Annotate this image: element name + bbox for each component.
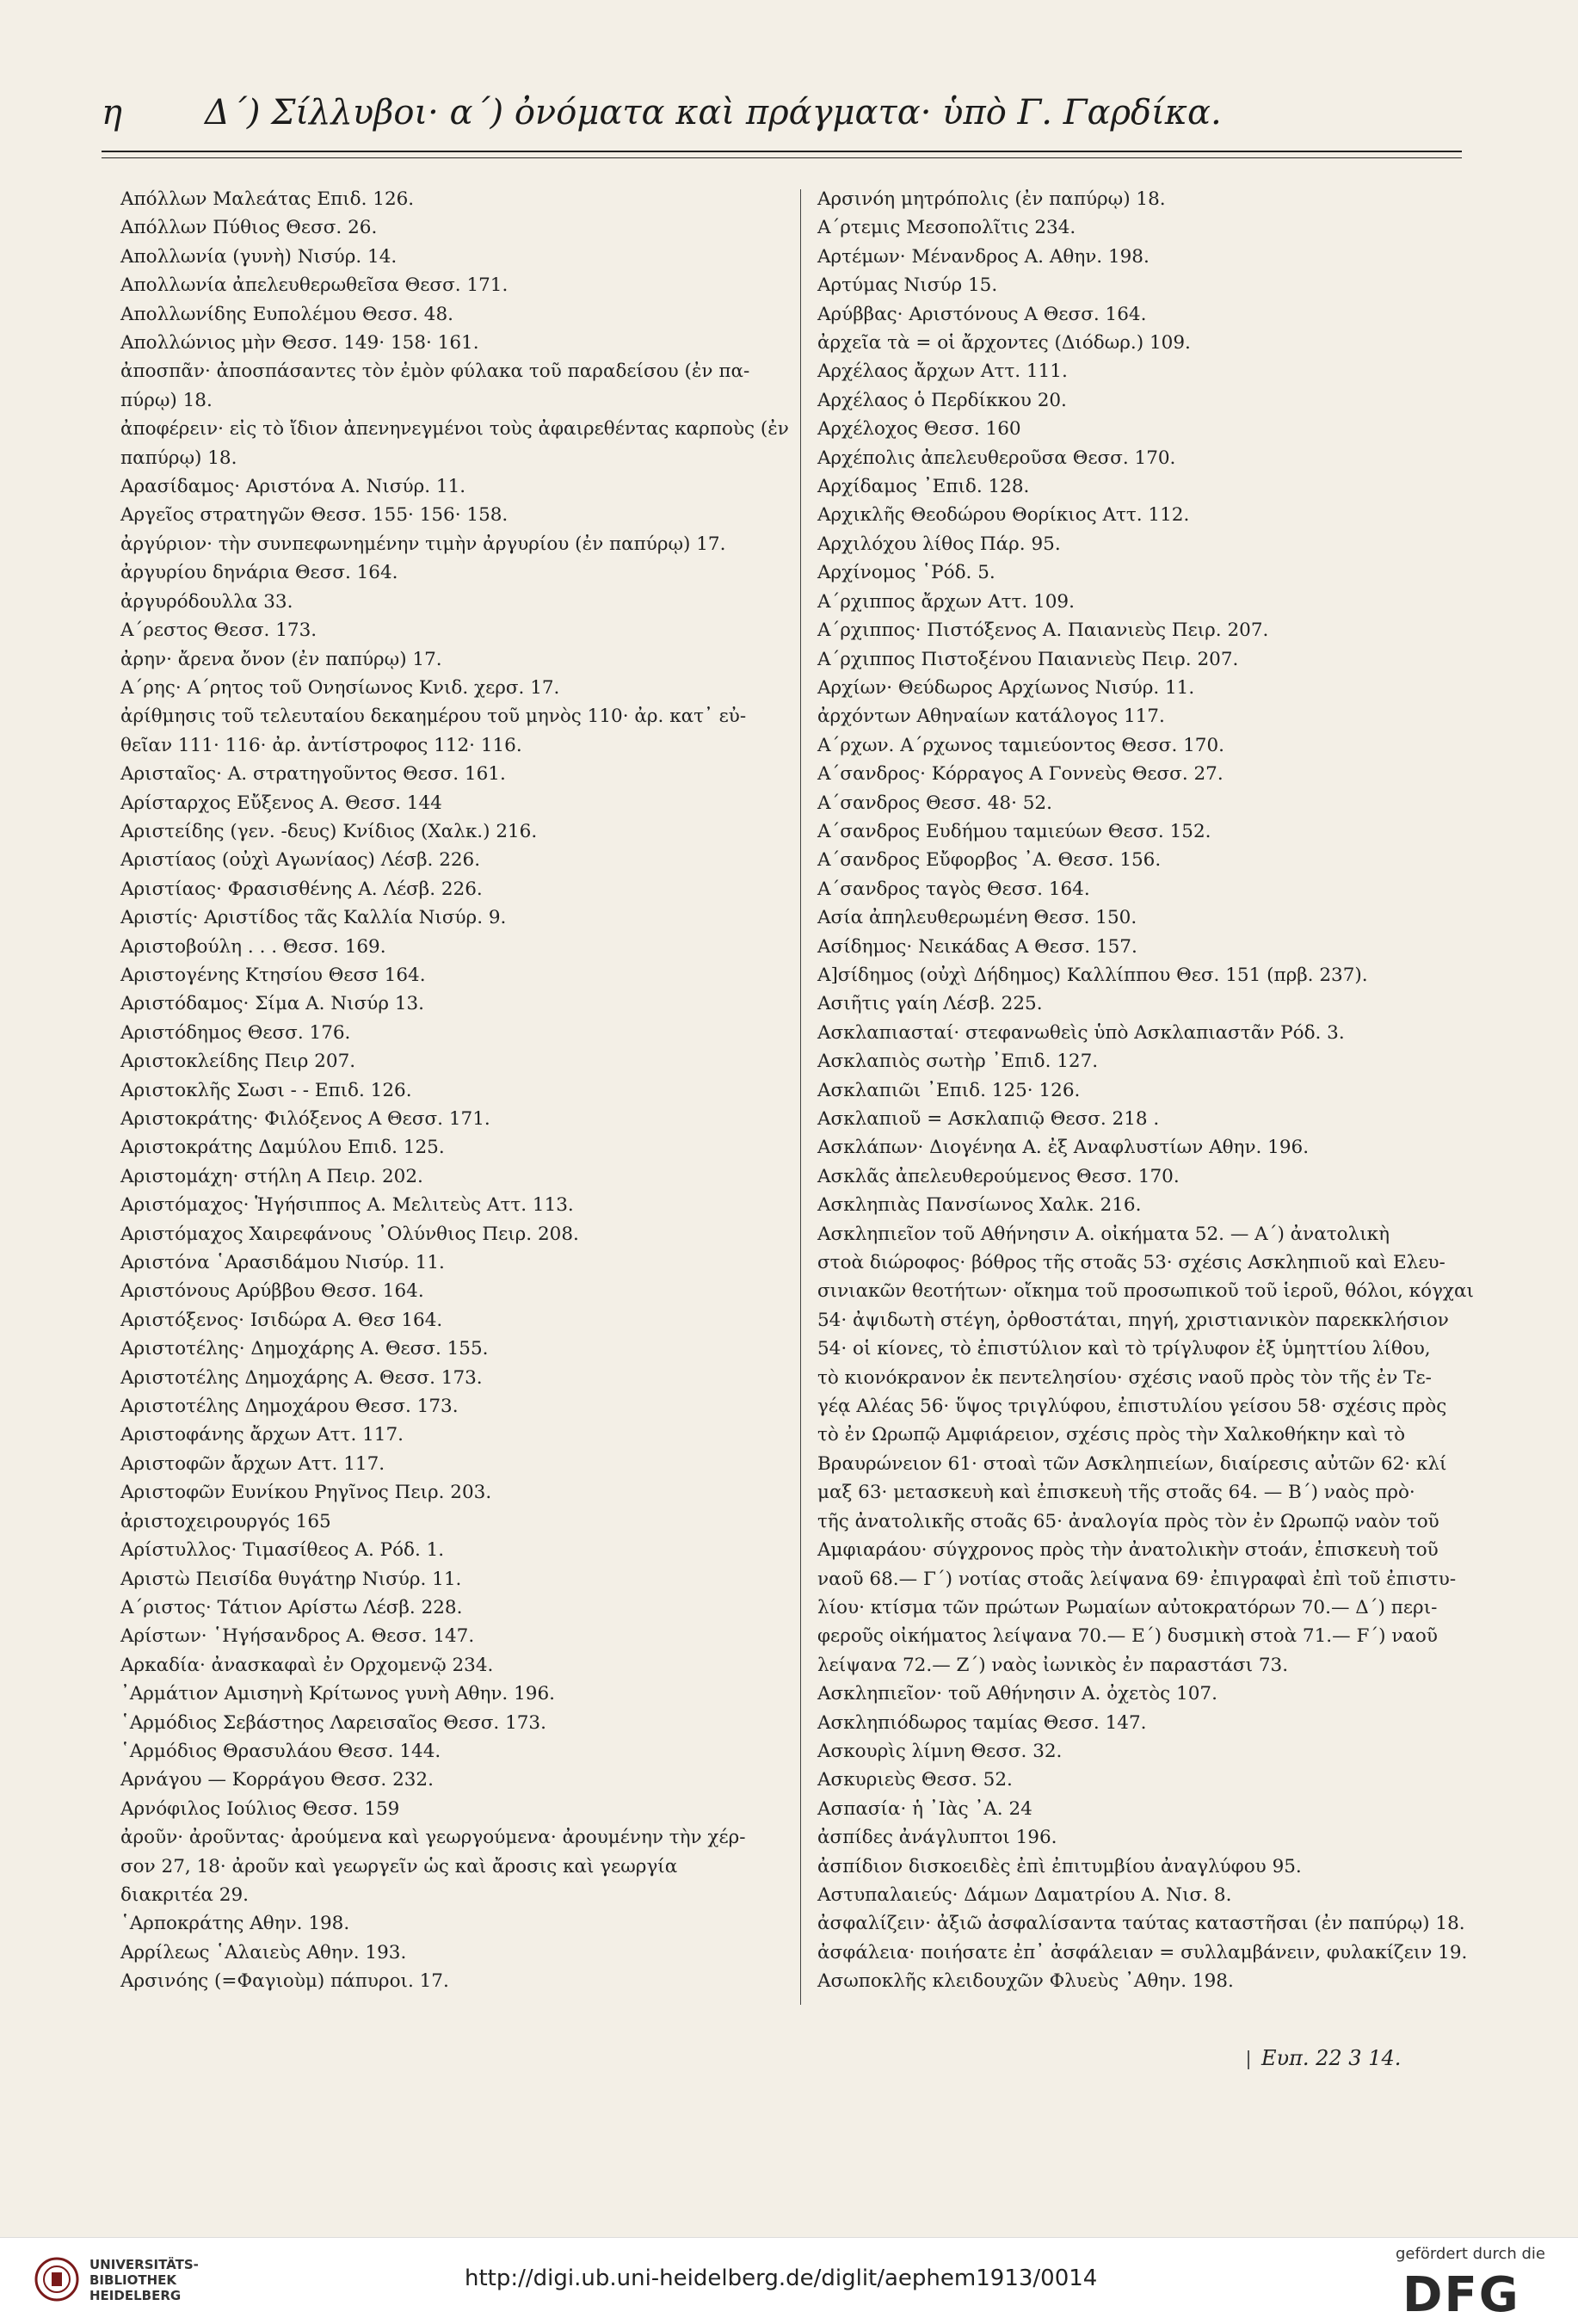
index-entry: Ασκληπιεῖον· τοῦ Αθήνησιν Α. ὀχετὸς 107. <box>817 1683 1217 1705</box>
index-entry: ἀργυρίου δηνάρια Θεσσ. 164. <box>120 562 398 584</box>
page-header <box>102 93 1222 133</box>
index-entry: Απολλωνίδης Ευπολέμου Θεσσ. 48. <box>120 303 453 325</box>
index-entry: Αργεῖος στρατηγῶν Θεσσ. 155· 156· 158. <box>120 504 509 527</box>
index-entry: ἀργύριον· τὴν συνπεφωνημένην τιμὴν ἀργυρίου (ἐν παπύρῳ) 17. <box>120 533 726 555</box>
index-entry: Αρσινόης (=Φαγιοὺμ) πάπυροι. 17. <box>120 1970 449 1993</box>
index-entry: Αρνάγου — Κορράγου Θεσσ. 232. <box>120 1769 434 1791</box>
index-entry: ἀροῦν· ἀροῦντας· ἀρούμενα καὶ γεωργούμενα· ἀρουμένην τὴν χέρ- <box>120 1827 746 1849</box>
index-entry: ἀσπίδες ἀνάγλυπτοι 196. <box>817 1827 1057 1849</box>
header-rule-thin <box>102 157 1462 158</box>
index-entry: Ασκληπιεῖον τοῦ Αθήνησιν Α. οἰκήματα 52. — Α΄) ἀνατολικὴ <box>817 1223 1390 1245</box>
index-entry: Ασκλαπιοῦ = Ασκλαπιῷ Θεσσ. 218 . <box>817 1108 1160 1130</box>
index-entry: Ασίδημος· Νεικάδας Α Θεσσ. 157. <box>817 935 1137 958</box>
index-entry: Α΄ρχων. Α΄ρχωνος ταμιεύοντος Θεσσ. 170. <box>817 734 1224 756</box>
index-entry: διακριτέα 29. <box>120 1883 249 1906</box>
index-entry: Αριστοκράτης Δαμύλου Επιδ. 125. <box>120 1137 445 1159</box>
index-entry: Ασκληπιόδωρος ταμίας Θεσσ. 147. <box>817 1711 1147 1734</box>
page-footnote: Ευπ. 22 3 14. <box>1248 2046 1401 2070</box>
index-entry: Αριστοτέλης Δημοχάρης Α. Θεσσ. 173. <box>120 1366 483 1389</box>
index-entry: Ασκυριεὺς Θεσσ. 52. <box>817 1769 1013 1791</box>
index-entry: Αριστόνους Αρύββου Θεσσ. 164. <box>120 1280 424 1303</box>
index-entry: Αρρίλεως ῾Αλαιεὺς Αθην. 193. <box>120 1941 407 1963</box>
index-entry: Αριστόνα ῾Αρασιδάμου Νισύρ. 11. <box>120 1252 445 1274</box>
index-entry: τὸ κιονόκρανον ἐκ πεντελησίου· σχέσις ναοῦ πρὸς τὸν τῆς ἐν Τε- <box>817 1366 1432 1389</box>
index-entry: ἀρχεῖα τὰ = οἱ ἄρχοντες (Διόδωρ.) 109. <box>817 332 1191 354</box>
index-entry: Α΄σανδρος Ευδήμου ταμιεύων Θεσσ. 152. <box>817 820 1211 842</box>
index-entry: Αριστοφάνης ἄρχων Αττ. 117. <box>120 1424 404 1446</box>
index-entry: Α΄σανδρος ταγὸς Θεσσ. 164. <box>817 878 1090 900</box>
index-entry: Αρχέλαος ὁ Περδίκκου 20. <box>817 389 1067 411</box>
index-entry: Αρύββας· Αριστόνους Α Θεσσ. 164. <box>817 303 1147 325</box>
index-entry: ἀσφάλεια· ποιήσατε ἐπ᾽ ἀσφάλειαν = συλλαμβάνειν, φυλακίζειν 19. <box>817 1941 1468 1963</box>
index-entry: ῾Αρμόδιος Θρασυλάου Θεσσ. 144. <box>120 1740 441 1762</box>
index-entry: 54· ἀψιδωτὴ στέγη, ὀρθοστάται, πηγή, χριστιανικὸν παρεκκλήσιον <box>817 1309 1449 1331</box>
index-entry: Ασκουρὶς λίμνη Θεσσ. 32. <box>817 1740 1063 1762</box>
index-entry: ἀριστοχειρουργός 165 <box>120 1510 331 1532</box>
index-entry: Ασκληπιὰς Πανσίωνος Χαλκ. 216. <box>817 1194 1142 1217</box>
index-entry: Αριστείδης (γεν. -δευς) Κνίδιος (Χαλκ.) 216. <box>120 820 538 842</box>
index-entry: Α΄ριστος· Τάτιον Αρίστω Λέσβ. 228. <box>120 1596 463 1618</box>
index-entry: Ασία ἀπηλευθερωμένη Θεσσ. 150. <box>817 907 1137 929</box>
university-seal-icon <box>34 2257 79 2302</box>
index-entry: Αρχέλοχος Θεσσ. 160 <box>817 418 1021 441</box>
index-entry: Απόλλων Πύθιος Θεσσ. 26. <box>120 217 378 239</box>
index-entry: Αρχικλῆς Θεοδώρου Θορίκιος Αττ. 112. <box>817 504 1190 527</box>
index-entry: Αριστομάχη· στήλη Α Πειρ. 202. <box>120 1165 423 1187</box>
index-entry: λείψανα 72.— Ζ΄) ναὸς ἰωνικὸς ἐν παραστάσι 73. <box>817 1654 1289 1676</box>
index-entry: Αμφιαράου· σύγχρονος πρὸς τὴν ἀνατολικὴν στοάν, ἐπισκευὴ τοῦ <box>817 1539 1439 1562</box>
index-entry: Ασκλάπων· Διογένηα Α. ἐξ Αναφλυστίων Αθην. 196. <box>817 1137 1310 1159</box>
index-entry: Αρτέμων· Μένανδρος Α. Αθην. 198. <box>817 245 1150 268</box>
index-entry: τὸ ἐν Ωρωπῷ Αμφιάρειον, σχέσις πρὸς τὴν Χαλκοθήκην καὶ τὸ <box>817 1424 1406 1446</box>
index-entry: Αρχίνομος ῾Ρόδ. 5. <box>817 562 995 584</box>
index-entry: Α΄σανδρος Θεσσ. 48· 52. <box>817 792 1052 814</box>
index-entry: Αριστοβούλη . . . Θεσσ. 169. <box>120 935 386 958</box>
index-entry: Βραυρώνειον 61· στοαὶ τῶν Ασκληπιείων, διαίρεσις αὐτῶν 62· κλί <box>817 1452 1447 1475</box>
dfg-logo: DFG <box>1402 2267 1520 2323</box>
index-entry: ἀργυρόδουλλα 33. <box>120 590 293 613</box>
index-entry: Αρίστων· ῾Ηγήσανδρος Α. Θεσσ. 147. <box>120 1625 475 1648</box>
index-entry: Α΄σανδρος Εὔφορβος ᾿Α. Θεσσ. 156. <box>817 849 1162 872</box>
index-entry: Αρίσταρχος Εὔξενος Α. Θεσσ. 144 <box>120 792 442 814</box>
sponsor-caption: gefördert durch die <box>1396 2245 1545 2263</box>
index-entry: Ασκλαπιὸς σωτὴρ ᾿Επιδ. 127. <box>817 1051 1099 1073</box>
index-entry: Ασκλαπιασταί· στεφανωθεὶς ὑπὸ Ασκλαπιαστᾶν Ρόδ. 3. <box>817 1021 1345 1044</box>
index-entry: ἀσπίδιον δισκοειδὲς ἐπὶ ἐπιτυμβίου ἀναγλύφου 95. <box>817 1855 1302 1877</box>
index-entry: Αρισταῖος· Α. στρατηγοῦντος Θεσσ. 161. <box>120 763 506 786</box>
index-entry: θεῖαν 111· 116· ἀρ. ἀντίστροφος 112· 116. <box>120 734 522 756</box>
index-entry: Απολλωνία ἀπελευθερωθεῖσα Θεσσ. 171. <box>120 274 509 297</box>
index-entry: Αρχιλόχου λίθος Πάρ. 95. <box>817 533 1061 555</box>
index-entry: Ασιῆτις γαίη Λέσβ. 225. <box>817 993 1043 1015</box>
index-entry: ἀποφέρειν· εἰς τὸ ἴδιον ἀπενηνεγμένοι τοὺς ἀφαιρεθέντας καρποὺς (ἐν <box>120 418 789 441</box>
index-entry: ἀποσπᾶν· ἀποσπάσαντες τὸν ἐμὸν φύλακα τοῦ παραδείσου (ἐν πα- <box>120 361 750 383</box>
index-entry: Αρτύμας Νισύρ 15. <box>817 274 998 297</box>
index-entry: Απολλώνιος μὴν Θεσσ. 149· 158· 161. <box>120 332 479 354</box>
index-entry: Αριστόδαμος· Σίμα Α. Νισύρ 13. <box>120 993 425 1015</box>
index-entry: Α΄ρχιππος Πιστοξένου Παιανιεὺς Πειρ. 207. <box>817 648 1239 670</box>
page-title: Δ΄) Σίλλυβοι· α΄) ὀνόματα καὶ πράγματα· ὑπὸ Γ. Γαρδίκα. <box>205 93 1222 133</box>
index-entry: Ασκλαπιῶι ᾿Επιδ. 125· 126. <box>817 1079 1081 1101</box>
index-entry: Αριστογένης Κτησίου Θεσσ 164. <box>120 964 426 986</box>
index-entry: ἀρχόντων Αθηναίων κατάλογος 117. <box>817 706 1165 728</box>
index-entry: Αριστίαος (οὐχὶ Αγωνίαος) Λέσβ. 226. <box>120 849 481 872</box>
index-entry: πύρῳ) 18. <box>120 389 213 411</box>
index-entry: Αριστοτέλης· Δημοχάρης Α. Θεσσ. 155. <box>120 1338 489 1360</box>
index-entry: Αρνόφιλος Ιούλιος Θεσσ. 159 <box>120 1797 400 1820</box>
index-entry: Αριστὼ Πεισίδα θυγάτηρ Νισύρ. 11. <box>120 1568 462 1590</box>
index-entry: Αριστοτέλης Δημοχάρου Θεσσ. 173. <box>120 1396 459 1418</box>
index-entry: Απολλωνία (γυνὴ) Νισύρ. 14. <box>120 245 398 268</box>
index-entry: ἀρίθμησις τοῦ τελευταίου δεκαημέρου τοῦ μηνὸς 110· ἀρ. κατ᾽ εὐ- <box>120 706 747 728</box>
index-entry: Α΄σανδρος· Κόρραγος Α Γοννεὺς Θεσσ. 27. <box>817 763 1224 786</box>
index-entry: Α]σίδημος (οὐχὶ Δήδημος) Καλλίππου Θεσ. 151 (πρβ. 237). <box>817 964 1368 986</box>
index-entry: 54· οἱ κίονες, τὸ ἐπιστύλιον καὶ τὸ τρίγλυφον ἐξ ὑμηττίου λίθου, <box>817 1338 1431 1360</box>
index-column-left <box>120 185 809 1996</box>
index-entry: ἀσφαλίζειν· ἀξιῶ ἀσφαλίσαντα ταύτας καταστῆσαι (ἐν παπύρῳ) 18. <box>817 1913 1465 1935</box>
index-entry: σινιακῶν θεοτήτων· οἴκημα τοῦ προσωπικοῦ τοῦ ἱεροῦ, θόλοι, κόγχαι <box>817 1280 1474 1303</box>
digital-library-footer <box>0 2237 1578 2324</box>
institution-name <box>89 2257 199 2303</box>
index-entry: Ασπασία· ἡ ᾿Ιὰς ᾿Α. 24 <box>817 1797 1032 1820</box>
index-entry: Αστυπαλαιεύς· Δάμων Δαματρίου Α. Νισ. 8. <box>817 1883 1232 1906</box>
index-entry: Αρχέπολις ἀπελευθεροῦσα Θεσσ. 170. <box>817 447 1176 469</box>
index-column-right <box>817 185 1493 1996</box>
index-entry: ῾Αρποκράτης Αθην. 198. <box>120 1913 350 1935</box>
institution-line: HEIDELBERG <box>89 2288 182 2303</box>
index-entry: ᾿Αρμάτιον Αμισηνὴ Κρίτωνος γυνὴ Αθην. 196. <box>120 1683 555 1705</box>
index-entry: φεροῦς οἰκήματος λείψανα 70.— Ε΄) δυσμικὴ στοὰ 71.— F΄) ναοῦ <box>817 1625 1438 1648</box>
index-entry: σον 27, 18· ἀροῦν καὶ γεωργεῖν ὡς καὶ ἄροσις καὶ γεωργία <box>120 1855 678 1877</box>
index-entry: στοὰ διώροφος· βόθρος τῆς στοᾶς 53· σχέσις Ασκληπιοῦ καὶ Ελευ- <box>817 1252 1445 1274</box>
index-entry: Α΄ρχιππος· Πιστόξενος Α. Παιανιεὺς Πειρ. 207. <box>817 620 1269 642</box>
index-entry: ἀρην· ἄρενα ὄνον (ἐν παπύρῳ) 17. <box>120 648 442 670</box>
column-divider <box>800 189 801 2005</box>
index-entry: γέᾳ Αλέας 56· ὕψος τριγλύφου, ἐπιστυλίου γείσου 58· σχέσις πρὸς <box>817 1396 1447 1418</box>
index-entry: Ασωποκλῆς κλειδουχῶν Φλυεὺς ᾿Αθην. 198. <box>817 1970 1234 1993</box>
index-entry: Α΄ρτεμις Μεσοπολῖτις 234. <box>817 217 1076 239</box>
index-entry: Αριστοκράτης· Φιλόξενος Α Θεσσ. 171. <box>120 1108 490 1130</box>
index-entry: ῾Αρμόδιος Σεβάστηος Λαρεισαῖος Θεσσ. 173. <box>120 1711 546 1734</box>
index-entry: Α΄ρεστος Θεσσ. 173. <box>120 620 317 642</box>
index-entry: Αρχίων· Θεύδωρος Αρχίωνος Νισύρ. 11. <box>817 676 1195 699</box>
index-entry: Αριστοφῶν Ευνίκου Ρηγῖνος Πειρ. 203. <box>120 1482 492 1504</box>
index-entry: Αρασίδαμος· Αριστόνα Α. Νισύρ. 11. <box>120 476 466 498</box>
index-entry: Αριστόμαχος Χαιρεφάνους ᾿Ολύνθιος Πειρ. 208. <box>120 1223 579 1245</box>
index-entry: τῆς ἀνατολικῆς στοᾶς 65· ἀναλογία πρὸς τὸν ἐν Ωρωπῷ ναὸν τοῦ <box>817 1510 1439 1532</box>
header-rule <box>102 151 1462 152</box>
index-entry: Α΄ρχιππος ἄρχων Αττ. 109. <box>817 590 1075 613</box>
index-entry: Αρίστυλλος· Τιμασίθεος Α. Ρόδ. 1. <box>120 1539 445 1562</box>
index-entry: παπύρῳ) 18. <box>120 447 237 469</box>
index-entry: Αρσινόη μητρόπολις (ἐν παπύρῳ) 18. <box>817 188 1166 210</box>
institution-line: BIBLIOTHEK <box>89 2272 176 2288</box>
index-entry: Αριστοφῶν ἄρχων Αττ. 117. <box>120 1452 385 1475</box>
index-entry: Α΄ρης· Α΄ρητος τοῦ Ονησίωνος Κνιδ. χερσ. 17. <box>120 676 560 699</box>
index-entry: μαξ 63· μετασκευὴ καὶ ἐπισκευὴ τῆς στοᾶς 64. — Β΄) ναὸς πρὸ· <box>817 1482 1415 1504</box>
index-entry: Αριστόδημος Θεσσ. 176. <box>120 1021 351 1044</box>
index-entry: Αριστοκλείδης Πειρ 207. <box>120 1051 356 1073</box>
index-entry: Αριστίς· Αριστίδος τᾶς Καλλία Νισύρ. 9. <box>120 907 507 929</box>
index-entry: Αρκαδία· ἀνασκαφαὶ ἐν Ορχομενῷ 234. <box>120 1654 494 1676</box>
index-entry: Αριστίαος· Φρασισθένης Α. Λέσβ. 226. <box>120 878 483 900</box>
page-number: η <box>102 93 122 133</box>
index-entry: Ασκλᾶς ἀπελευθερούμενος Θεσσ. 170. <box>817 1165 1180 1187</box>
index-entry: Αριστόξενος· Ισιδώρα Α. Θεσ 164. <box>120 1309 443 1331</box>
index-entry: Απόλλων Μαλεάτας Επιδ. 126. <box>120 188 415 210</box>
institution-line: UNIVERSITÄTS- <box>89 2257 199 2272</box>
index-entry: Αρχέλαος ἄρχων Αττ. 111. <box>817 361 1068 383</box>
index-entry: Αρχίδαμος ᾿Επιδ. 128. <box>817 476 1030 498</box>
index-entry: Αριστόμαχος· Ἡγήσιππος Α. Μελιτεὺς Αττ. 113. <box>120 1194 574 1217</box>
index-entry: Αριστοκλῆς Σωσι - - Επιδ. 126. <box>120 1079 412 1101</box>
index-entry: ναοῦ 68.— Γ΄) νοτίας στοᾶς λείψανα 69· ἐπιγραφαὶ ἐπὶ τοῦ ἐπιστυ- <box>817 1568 1457 1590</box>
permalink-url[interactable]: http://digi.ub.uni-heidelberg.de/diglit/aephem1913/0014 <box>465 2265 1098 2291</box>
index-entry: λίου· κτίσμα τῶν πρώτων Ρωμαίων αὐτοκρατόρων 70.— Δ΄) περι- <box>817 1596 1438 1618</box>
